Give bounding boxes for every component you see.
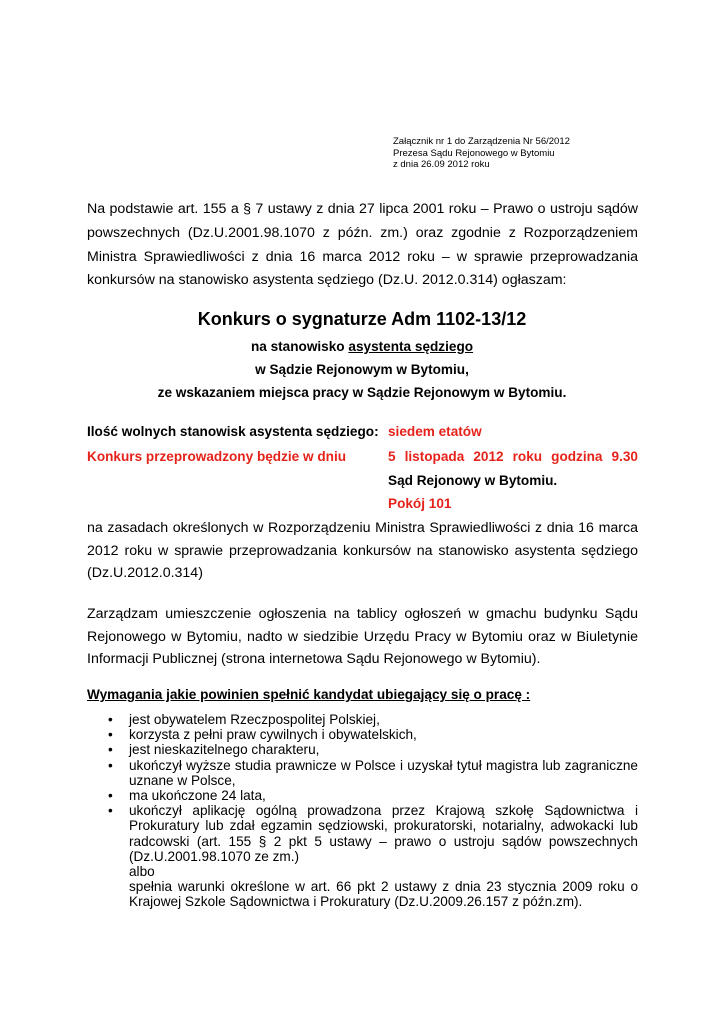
requirement-text-aplikacja: ukończył aplikację ogólną prowadzona przez Krajową szkołę Sądownictwa i Prokuratury lub zdał egzamin sędziowski, prokuratorski, notarialny, adwokacki lub radcowski (art. 155 § 2 pkt 5 ustawy – prawo o ustroju sądów powszechnych (Dz.U.2001.98.1070 ze zm.) (129, 803, 638, 864)
list-item (87, 803, 638, 909)
requirement-text: ukończył wyższe studia prawnicze w Polsce i uzyskał tytuł magistra lub zagraniczne uznane w Polsce, (129, 757, 638, 788)
subtitle-court: w Sądzie Rejonowym w Bytomiu, (255, 362, 469, 377)
subtitle-position-name: asystenta sędziego (348, 339, 474, 354)
subtitle-position (0, 339, 724, 354)
attachment-line-1: Załącznik nr 1 do Zarządzenia Nr 56/2012 (393, 136, 570, 147)
requirement-text: jest obywatelem Rzeczpospolitej Polskiej, (129, 712, 380, 727)
list-item (87, 712, 638, 727)
requirements-heading: Wymagania jakie powinien spełnić kandydat ubiegający się o pracę : (87, 687, 531, 702)
requirements-list (87, 712, 638, 910)
subtitle-workplace: ze wskazaniem miejsca pracy w Sądzie Rejonowym w Bytomiu. (157, 385, 567, 400)
intro-paragraph: Na podstawie art. 155 a § 7 ustawy z dnia 27 lipca 2001 roku – Prawo o ustroju sądów powszechnych (Dz.U.2001.98.1070 z późn. zm.) oraz zgodnie z Rozporządzeniem Ministra Sprawiedliwości z dnia 16 marca 2012 roku – w sprawie przeprowadzania konkursów na stanowisko asystenta sędziego (Dz.U. 2012.0.314) ogłaszam: (87, 201, 638, 289)
bullet-icon: • (108, 727, 113, 743)
requirement-text: jest nieskazitelnego charakteru, (129, 742, 320, 758)
contest-date-label: Konkurs przeprowadzony będzie w dniu (87, 449, 347, 464)
positions-value: siedem etatów (388, 424, 482, 439)
requirement-text: ma ukończone 24 lata, (129, 788, 266, 804)
contest-date: 5 listopada 2012 roku godzina 9.30 (388, 449, 638, 464)
subtitle-prefix: na stanowisko (250, 339, 349, 354)
list-item (87, 727, 638, 742)
rules-paragraph: na zasadach określonych w Rozporządzeniu Ministra Sprawiedliwości z dnia 16 marca 2012 roku w sprawie przeprowadzania konkursów na stanowisko asystenta sędziego (Dz.U.2012.0.314) (87, 520, 638, 581)
contest-place: Sąd Rejonowy w Bytomiu. (388, 473, 558, 488)
announcement-paragraph: Zarządzam umieszczenie ogłoszenia na tablicy ogłoszeń w gmachu budynku Sądu Rejonowego w Bytomiu, nadto w siedzibie Urzędu Pracy w Bytomiu oraz w Biuletynie Informacji Publicznej (strona internetowa Sądu Rejonowego w Bytomiu). (87, 606, 638, 667)
attachment-note (393, 136, 570, 171)
bullet-icon: • (108, 757, 113, 773)
attachment-line-3: z dnia 26.09 2012 roku (393, 159, 490, 170)
bullet-icon: • (108, 742, 113, 758)
list-item (87, 788, 638, 803)
bullet-icon: • (108, 788, 113, 804)
list-item (87, 758, 638, 788)
attachment-line-2: Prezesa Sądu Rejonowego w Bytomiu (393, 147, 555, 159)
list-item (87, 742, 638, 757)
requirement-text: korzysta z pełni praw cywilnych i obywatelskich, (129, 727, 417, 743)
bullet-icon: • (108, 803, 113, 819)
requirement-or: albo (129, 864, 155, 880)
contest-room: Pokój 101 (388, 496, 452, 511)
contest-title: Konkurs o sygnaturze Adm 1102-13/12 (197, 309, 527, 329)
bullet-icon: • (108, 712, 113, 727)
positions-label: Ilość wolnych stanowisk asystenta sędziego: (87, 424, 379, 439)
requirement-text-alternative: spełnia warunki określone w art. 66 pkt 2 ustawy z dnia 23 stycznia 2009 roku o Krajowej Szkole Sądownictwa i Prokuratury (Dz.U.2009.26.157 z późn.zm). (129, 879, 638, 910)
